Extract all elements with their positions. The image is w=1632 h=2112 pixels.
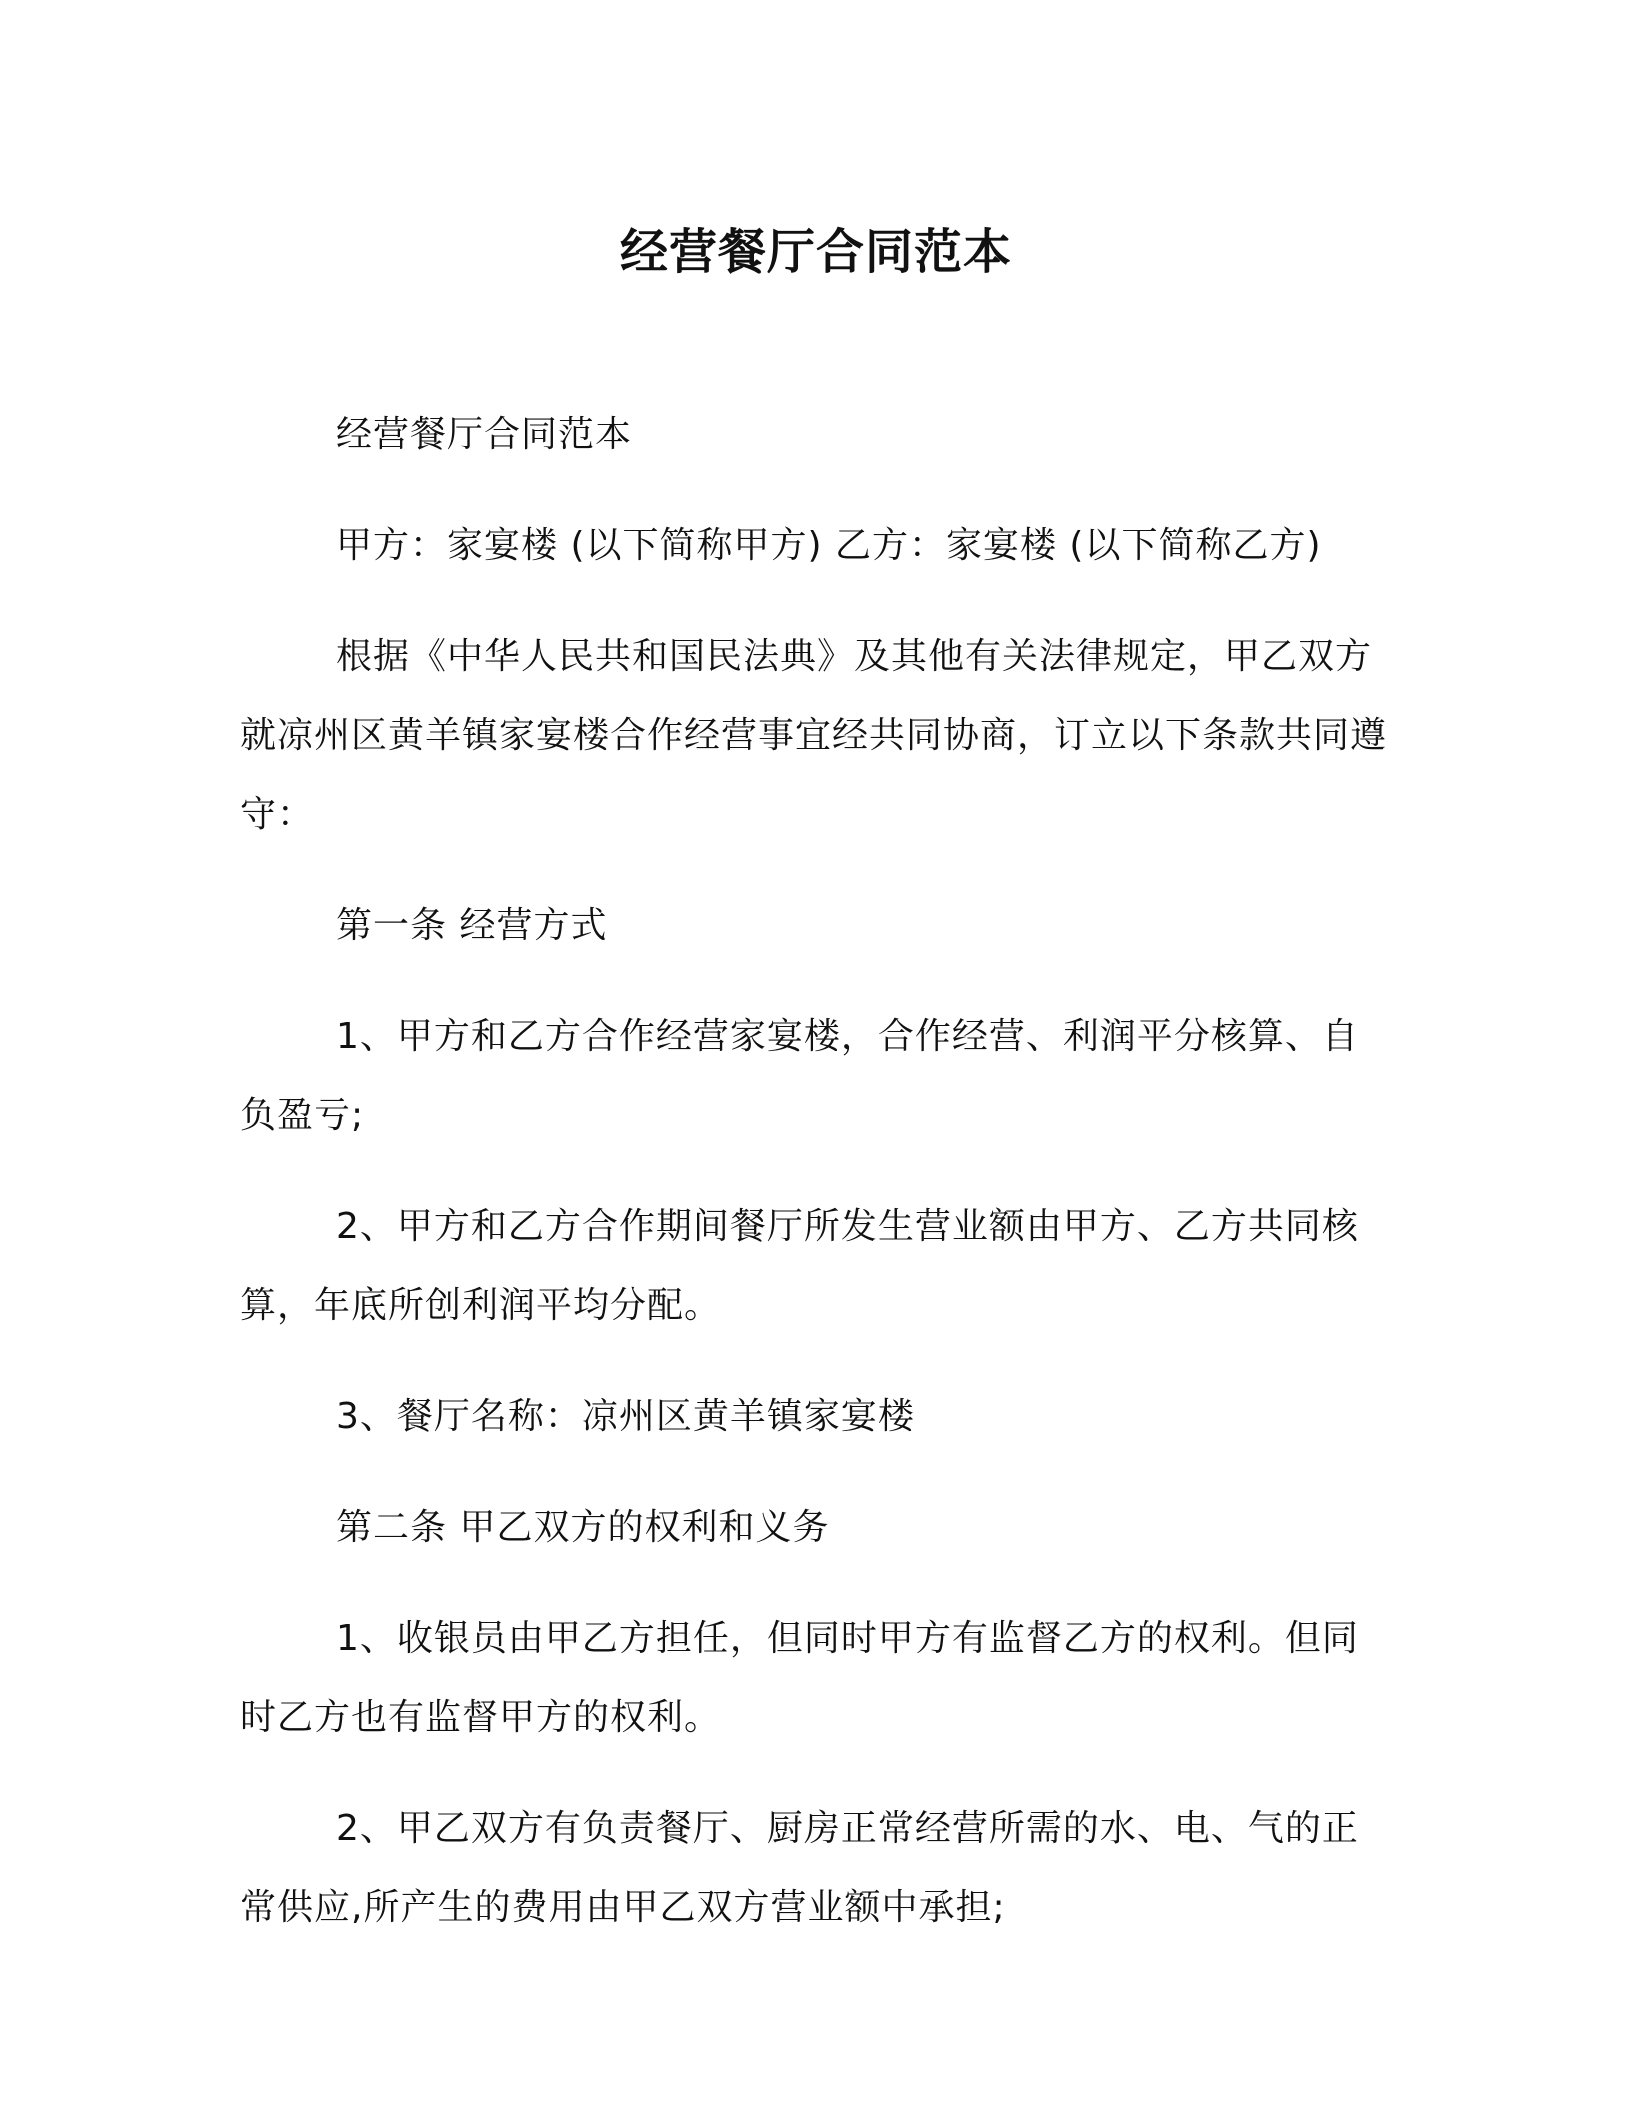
paragraph-subtitle: 经营餐厅合同范本	[336, 414, 633, 455]
document-title: 经营餐厅合同范本	[619, 224, 1012, 280]
document-body	[240, 395, 1390, 1947]
article-1-clause-1: 1、甲方和乙方合作经营家宴楼，合作经营、利润平分核算、自负盈亏;	[240, 1016, 1359, 1136]
paragraph-parties: 甲方：家宴楼 (以下简称甲方) 乙方：家宴楼 (以下简称乙方)	[336, 525, 1322, 566]
article-2-clause-2: 2、甲乙双方有负责餐厅、厨房正常经营所需的水、电、气的正常供应,所产生的费用由甲乙双方营业额中承担;	[240, 1808, 1359, 1928]
article-2-heading: 第二条 甲乙双方的权利和义务	[336, 1507, 830, 1548]
article-1-heading: 第一条 经营方式	[336, 905, 608, 946]
article-1-clause-2: 2、甲方和乙方合作期间餐厅所发生营业额由甲方、乙方共同核算，年底所创利润平均分配。	[240, 1206, 1359, 1326]
article-1-clause-3: 3、餐厅名称：凉州区黄羊镇家宴楼	[336, 1396, 915, 1437]
article-2-clause-1: 1、收银员由甲乙方担任，但同时甲方有监督乙方的权利。但同时乙方也有监督甲方的权利。	[240, 1618, 1359, 1738]
paragraph-preamble: 根据《中华人民共和国民法典》及其他有关法律规定，甲乙双方就凉州区黄羊镇家宴楼合作经营事宜经共同协商，订立以下条款共同遵守：	[240, 636, 1388, 835]
